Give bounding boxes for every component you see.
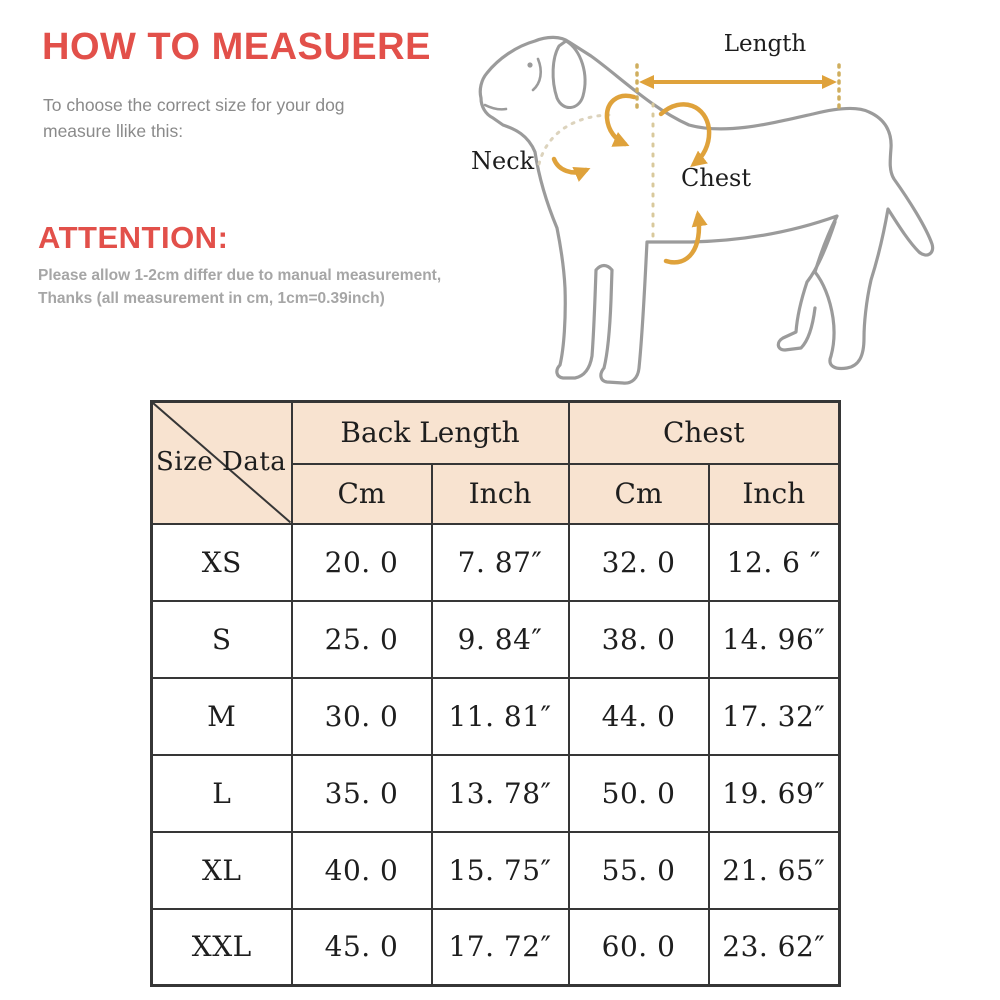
back-inch-cell: 9. 84″ [432, 601, 569, 678]
table-row-xxl [152, 909, 840, 986]
size-cell: XL [152, 832, 292, 909]
back-inch-cell: 13. 78″ [432, 755, 569, 832]
back-cm-cell: 40. 0 [292, 832, 432, 909]
chest-cm-cell: 55. 0 [569, 832, 709, 909]
size-cell: S [152, 601, 292, 678]
neck-arrow-small [554, 159, 586, 172]
table-row-l [152, 755, 840, 832]
attention-heading: ATTENTION: [38, 220, 229, 255]
corner-label: Size Data [156, 446, 287, 477]
dog-far-hind-leg [778, 222, 835, 350]
back-cm-cell: 25. 0 [292, 601, 432, 678]
table-row-s [152, 601, 840, 678]
neck-arrow-hook [607, 96, 634, 144]
size-cell: L [152, 755, 292, 832]
chest-cm-cell: 60. 0 [569, 909, 709, 986]
table-row-xs [152, 524, 840, 601]
size-cell: XS [152, 524, 292, 601]
subheader-back-inch: Inch [432, 464, 569, 524]
chest-cm-cell: 44. 0 [569, 678, 709, 755]
measurement-diagram [435, 18, 975, 393]
size-table [150, 400, 841, 987]
intro-text [43, 92, 345, 144]
dog-outline-illustration [435, 18, 975, 393]
chest-inch-cell: 21. 65″ [709, 832, 840, 909]
chest-arrow-lower [666, 215, 699, 262]
intro-line-1: To choose the correct size for your dog [43, 95, 345, 115]
chest-cm-cell: 38. 0 [569, 601, 709, 678]
back-inch-cell: 11. 81″ [432, 678, 569, 755]
back-cm-cell: 30. 0 [292, 678, 432, 755]
back-cm-cell: 35. 0 [292, 755, 432, 832]
back-cm-cell: 20. 0 [292, 524, 432, 601]
column-group-chest: Chest [569, 402, 840, 464]
dog-cheek-line [533, 59, 541, 90]
chest-inch-cell: 19. 69″ [709, 755, 840, 832]
size-table-corner-cell [152, 402, 292, 524]
attention-note [38, 264, 441, 310]
length-label: Length [723, 31, 807, 57]
chest-inch-cell: 12. 6 ″ [709, 524, 840, 601]
neck-label: Neck [471, 147, 535, 175]
subheader-back-cm: Cm [292, 464, 432, 524]
back-inch-cell: 7. 87″ [432, 524, 569, 601]
size-cell: M [152, 678, 292, 755]
length-arrowhead-right [822, 75, 837, 89]
subheader-chest-cm: Cm [569, 464, 709, 524]
chest-cm-cell: 32. 0 [569, 524, 709, 601]
dog-body-outline [480, 37, 932, 383]
chest-inch-cell: 14. 96″ [709, 601, 840, 678]
back-inch-cell: 15. 75″ [432, 832, 569, 909]
column-group-back-length: Back Length [292, 402, 569, 464]
size-cell: XXL [152, 909, 292, 986]
intro-line-2: measure llike this: [43, 121, 184, 141]
attention-line-2: Thanks (all measurement in cm, 1cm=0.39inch) [38, 290, 385, 307]
dog-mouth-line [485, 105, 506, 109]
table-row-m [152, 678, 840, 755]
neck-girth-guide [539, 115, 615, 164]
chest-inch-cell: 23. 62″ [709, 909, 840, 986]
back-cm-cell: 45. 0 [292, 909, 432, 986]
subheader-chest-inch: Inch [709, 464, 840, 524]
dog-eye [527, 62, 532, 67]
chest-label: Chest [681, 164, 751, 192]
back-inch-cell: 17. 72″ [432, 909, 569, 986]
chest-cm-cell: 50. 0 [569, 755, 709, 832]
attention-line-1: Please allow 1-2cm differ due to manual measurement, [38, 267, 442, 284]
page-title: HOW TO MEASUERE [42, 26, 431, 68]
length-arrowhead-left [639, 75, 654, 89]
chest-inch-cell: 17. 32″ [709, 678, 840, 755]
table-row-xl [152, 832, 840, 909]
